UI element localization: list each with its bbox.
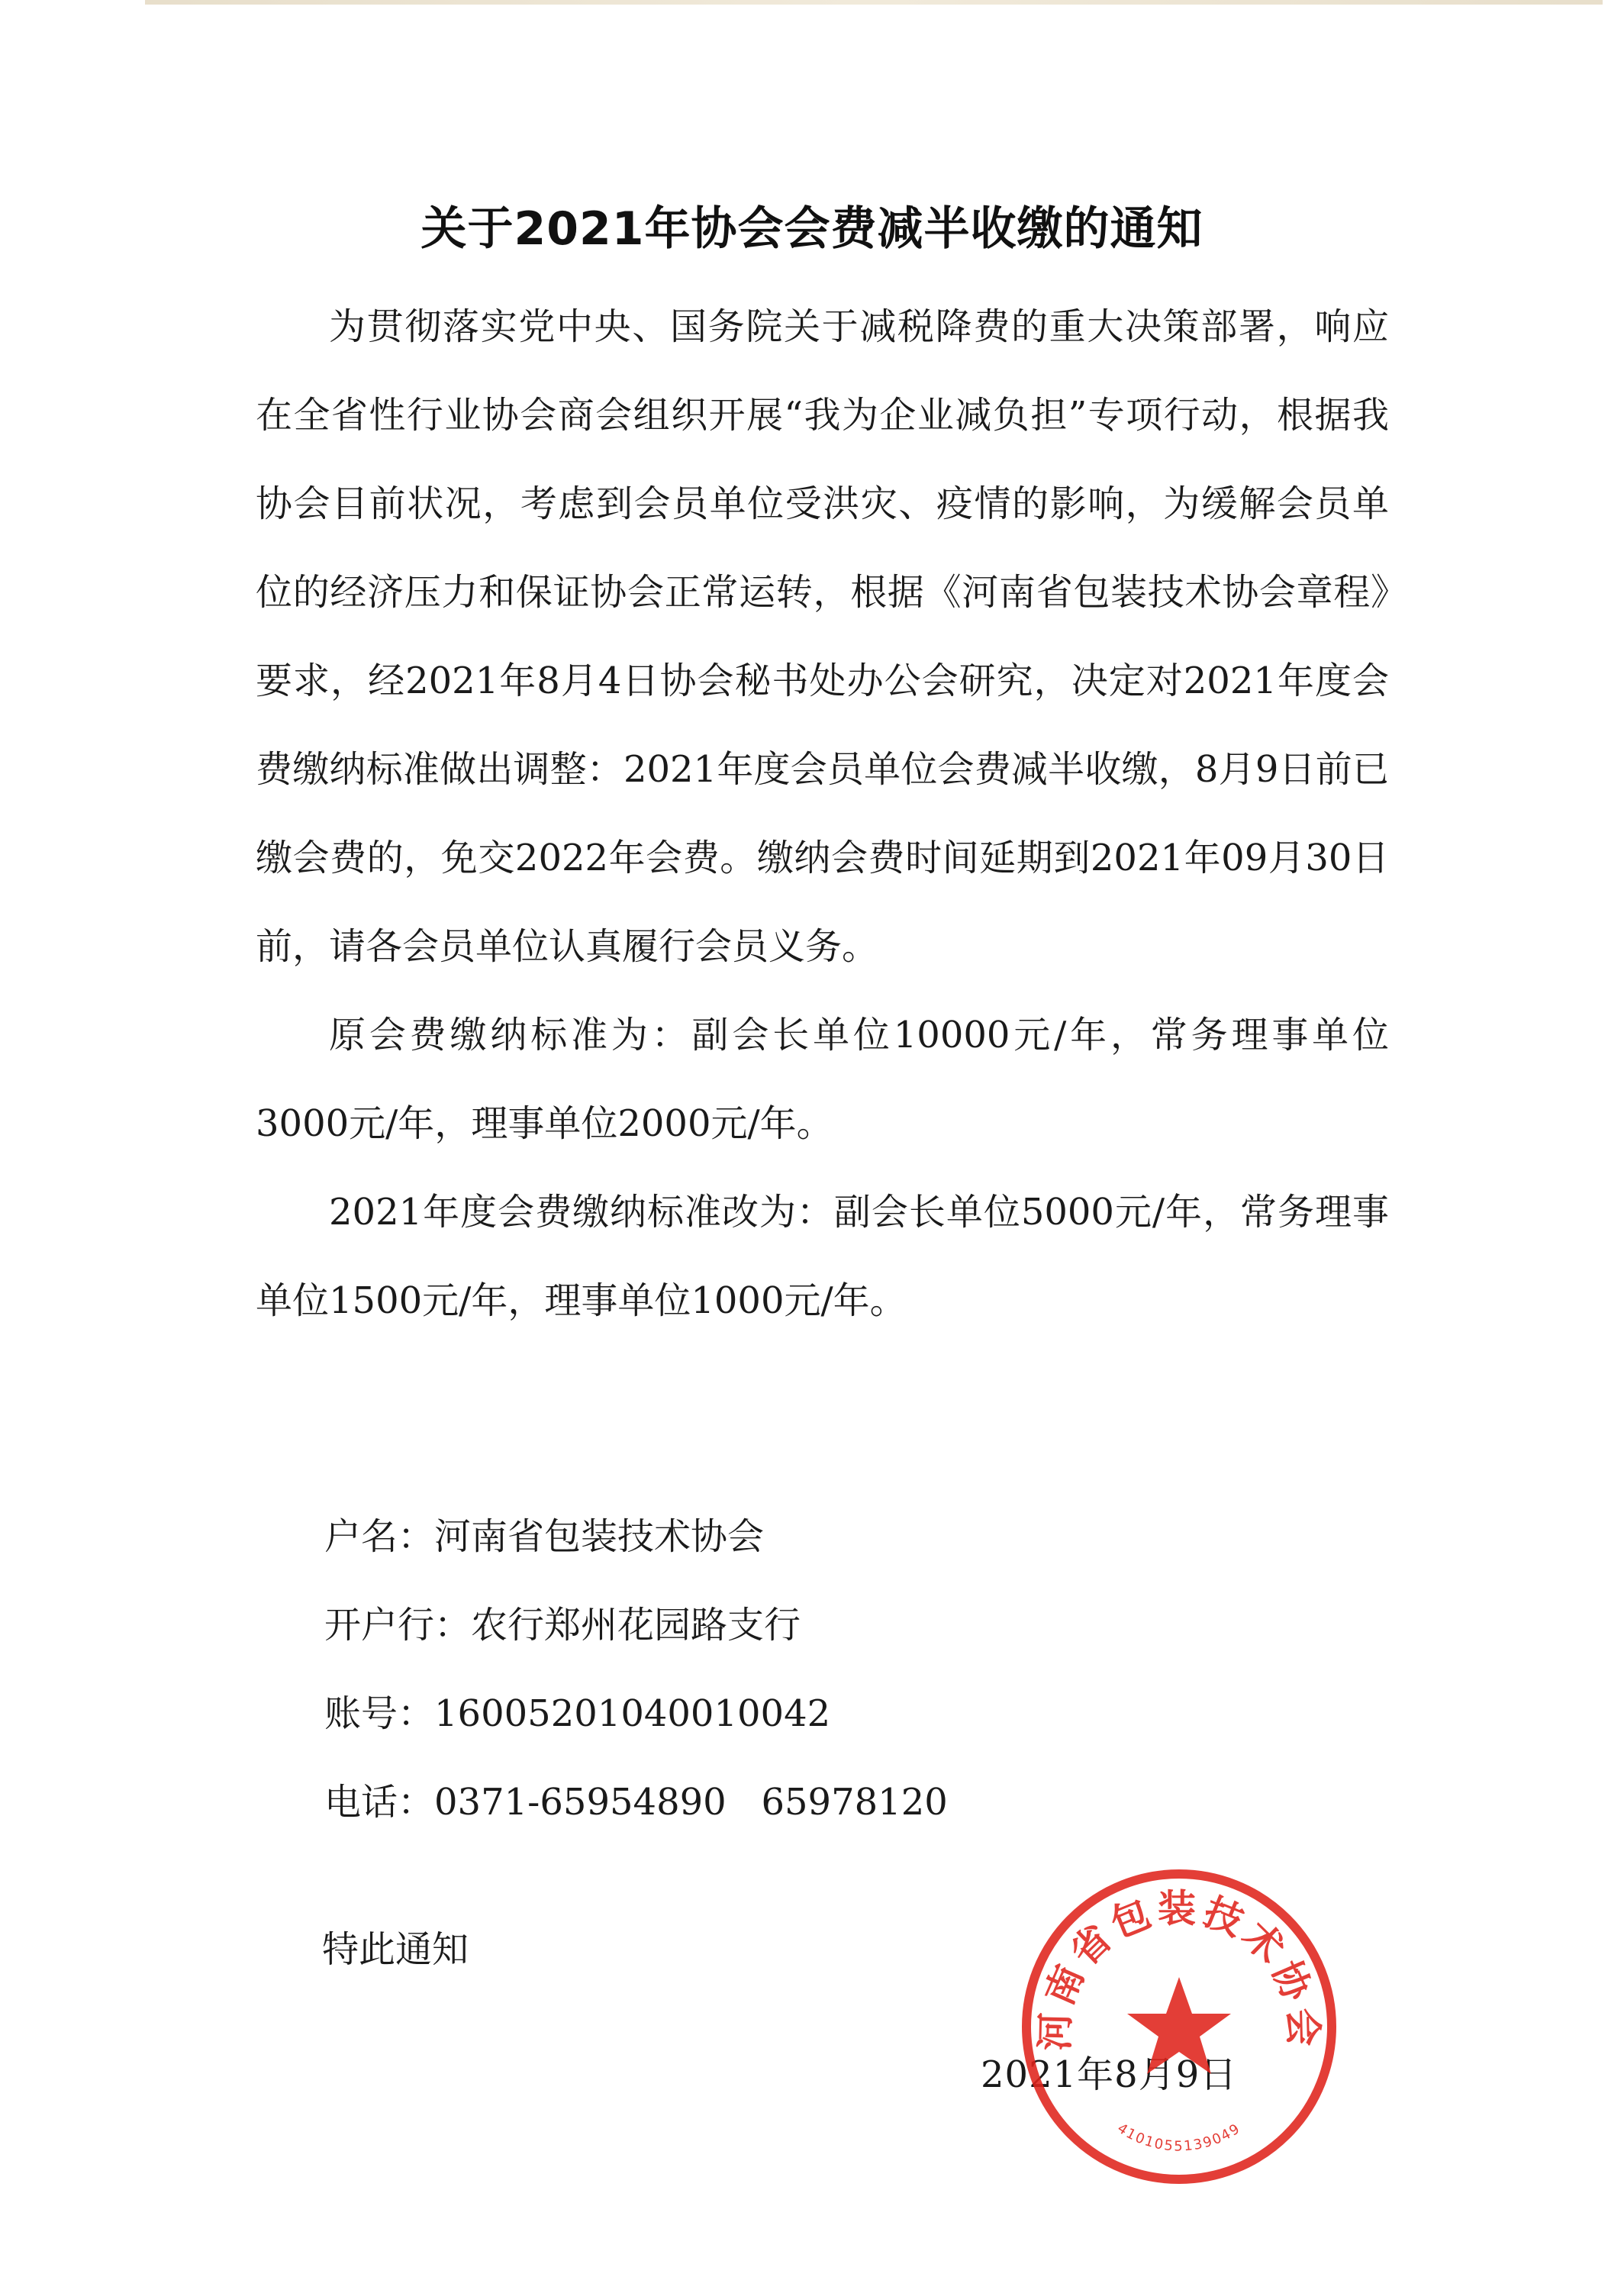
phone-line: 电话：0371-65954890 65978120	[324, 1781, 948, 1824]
document-title: 关于2021年协会会费减半收缴的通知	[420, 202, 1204, 256]
seal-arc-text: 河南省包装技术协会	[1033, 1886, 1326, 2052]
paragraph-main: 为贯彻落实党中央、国务院关于减税降费的重大决策部署，响应在全省性行业协会商会组织开展“我为企业减负担”专项行动，根据我协会目前状况，考虑到会员单位受洪灾、疫情的影响，为缓解会员单位的经济压力和保证协会正常运转，根据《河南省包装技术协会章程》要求，经2021年8月4日协会秘书处办公会研究，决定对2021年度会费缴纳标准做出调整：2021年度会员单位会费减半收缴，8月9日前已缴会费的，免交2022年会费。缴纳会费时间延期到2021年09月30日前，请各会员单位认真履行会员义务。	[256, 305, 1389, 968]
document-body	[256, 282, 1389, 1345]
seal-code-text: 4101055139049	[1114, 2120, 1244, 2155]
account-info	[324, 1492, 1240, 1847]
official-seal-stamp	[1015, 1863, 1343, 2191]
bank-line: 开户行：农行郑州花园路支行	[324, 1604, 801, 1647]
closing-line: 特此通知	[322, 1928, 469, 1971]
seal-star-icon	[1127, 1977, 1231, 2074]
paragraph-original-fees: 原会费缴纳标准为：副会长单位10000元/年，常务理事单位3000元/年，理事单位2000元/年。	[256, 1014, 1389, 1145]
page-edge-shadow	[145, 0, 1603, 5]
document-date: 2021年8月9日	[981, 2053, 1238, 2096]
account-number-line: 账号：16005201040010042	[324, 1692, 831, 1735]
paragraph-new-fees: 2021年度会费缴纳标准改为：副会长单位5000元/年，常务理事单位1500元/年，理事单位1000元/年。	[256, 1191, 1389, 1322]
account-name-line: 户名：河南省包装技术协会	[324, 1515, 765, 1558]
